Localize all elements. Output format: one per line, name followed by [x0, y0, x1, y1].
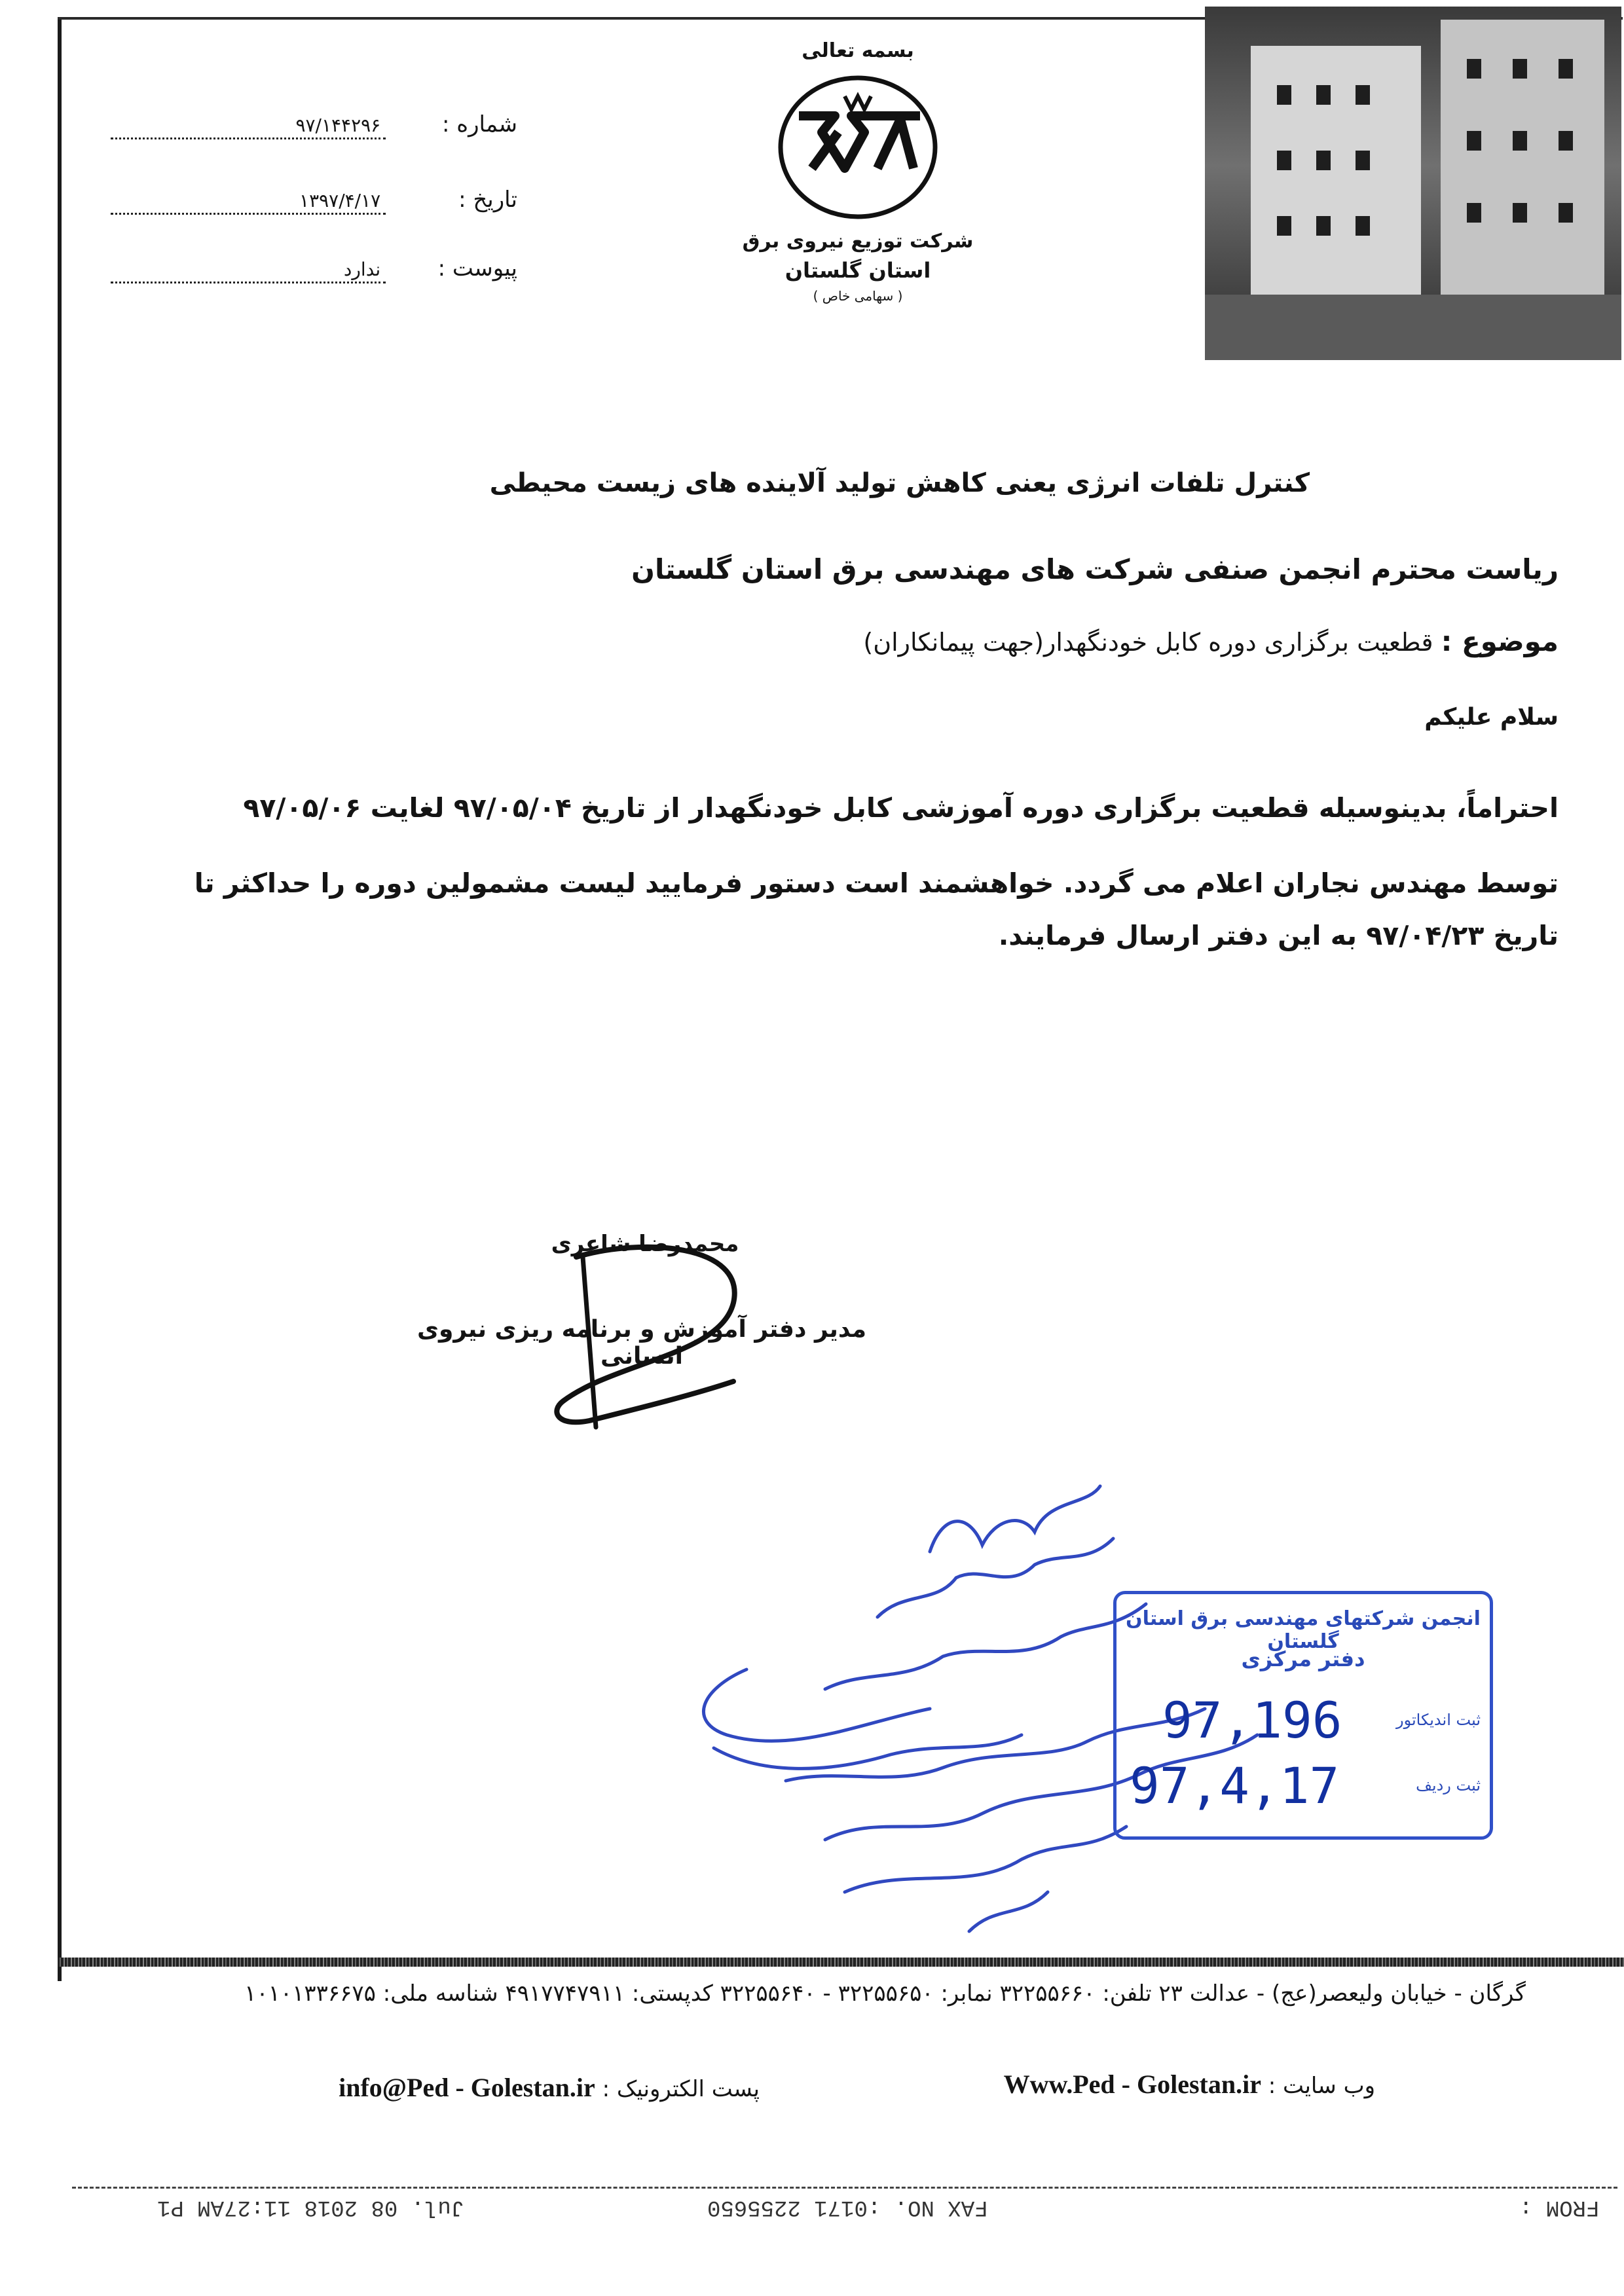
- fax-timestamp: Jul. 08 2018 11:27AM P1: [157, 2195, 465, 2219]
- stamp-indicator-value: 97,196: [1162, 1691, 1342, 1749]
- building-photo: [1205, 7, 1621, 360]
- stamp-row-label: ثبت ردیف: [1416, 1776, 1481, 1795]
- letter-greeting: سلام علیکم: [1424, 704, 1559, 731]
- company-header: [707, 39, 1008, 304]
- body-line-2: توسط مهندس نجاران اعلام می گردد. خواهشمند است دستور فرمایید لیست مشمولین دوره را حداکثر تا: [194, 867, 1559, 899]
- company-name: شرکت توزیع نیروی برق: [742, 230, 974, 253]
- signer-name: محمدرضا شاعری: [551, 1231, 739, 1257]
- stamp-row-value: 97,4,17: [1130, 1757, 1340, 1815]
- footer-address: گرگان - خیابان ولیعصر(عج) - عدالت ۲۳ تلفن: ۳۲۲۵۵۶۶۰ نمابر: ۳۲۲۵۵۶۵۰ - ۳۲۲۵۵۶۴۰ کدپستی: ۴۹۱۷۷۴۷۹۱۱ شناسه ملی: ۱۰۱۰۱۳۳۶۶۷۵: [244, 1980, 1526, 2007]
- fax-scan-edge: [58, 17, 62, 1981]
- letter-attachment-label: پیوست :: [437, 255, 517, 282]
- letter-number-value: ۹۷/۱۴۴۲۹۶: [295, 115, 381, 136]
- letter-attachment-value: ندارد: [343, 259, 381, 280]
- energy-slogan: کنترل تلفات انرژی یعنی کاهش تولید آلاینده های زیست محیطی: [489, 468, 1310, 498]
- subject-text: قطعیت برگزاری دوره کابل خودنگهدار(جهت پیمانکاران): [863, 628, 1433, 657]
- letter-date-value: ۱۳۹۷/۴/۱۷: [299, 190, 381, 211]
- besmellah-heading: بسمه تعالی: [802, 39, 914, 62]
- fax-header-divider: [72, 2187, 1617, 2189]
- company-type: ( سهامی خاص ): [813, 288, 903, 304]
- website-label: وب سایت :: [1268, 2073, 1375, 2099]
- footer-website: [1004, 2069, 1375, 2100]
- fax-number: FAX NO. :0171 2255650: [707, 2195, 988, 2219]
- company-logo-icon: [773, 70, 943, 221]
- email-link[interactable]: info@Ped - Golestan.ir: [339, 2073, 595, 2102]
- fax-from: FROM :: [1519, 2195, 1600, 2219]
- handwritten-signature-icon: [537, 1231, 799, 1440]
- letter-number-row: [98, 111, 517, 151]
- letter-recipient: ریاست محترم انجمن صنفی شرکت های مهندسی برق استان گلستان: [631, 553, 1559, 585]
- letter-date-row: [98, 187, 517, 226]
- letter-subject: [863, 625, 1559, 657]
- letter-date-label: تاریخ :: [458, 187, 517, 213]
- letter-number-label: شماره :: [442, 111, 517, 137]
- subject-label: موضوع :: [1441, 625, 1559, 657]
- registry-stamp: [1113, 1591, 1493, 1840]
- fax-transmission-header: [26, 2195, 1598, 2234]
- body-line-3: تاریخ ۹۷/۰۴/۲۳ به این دفتر ارسال فرمایند.: [998, 920, 1559, 951]
- footer-divider: [58, 1958, 1624, 1967]
- website-link[interactable]: Www.Ped - Golestan.ir: [1003, 2069, 1261, 2099]
- stamp-office: دفتر مرکزی: [1241, 1647, 1365, 1671]
- letter-attachment-row: [98, 255, 517, 295]
- stamp-indicator-label: ثبت اندیکاتور: [1396, 1711, 1481, 1729]
- company-province: استان گلستان: [784, 258, 931, 283]
- signer-title: مدیر دفتر آموزش و برنامه ریزی نیروی انسانی: [417, 1316, 866, 1370]
- footer-email: [339, 2072, 760, 2103]
- email-label: پست الکترونیک :: [602, 2076, 760, 2102]
- body-line-1: احتراماً، بدینوسیله قطعیت برگزاری دوره آموزشی کابل خودنگهدار از تاریخ ۹۷/۰۵/۰۴ لغایت ۹۷/۰۵/۰۶: [243, 792, 1559, 824]
- stamp-title: انجمن شرکتهای مهندسی برق استان گلستان: [1126, 1607, 1481, 1653]
